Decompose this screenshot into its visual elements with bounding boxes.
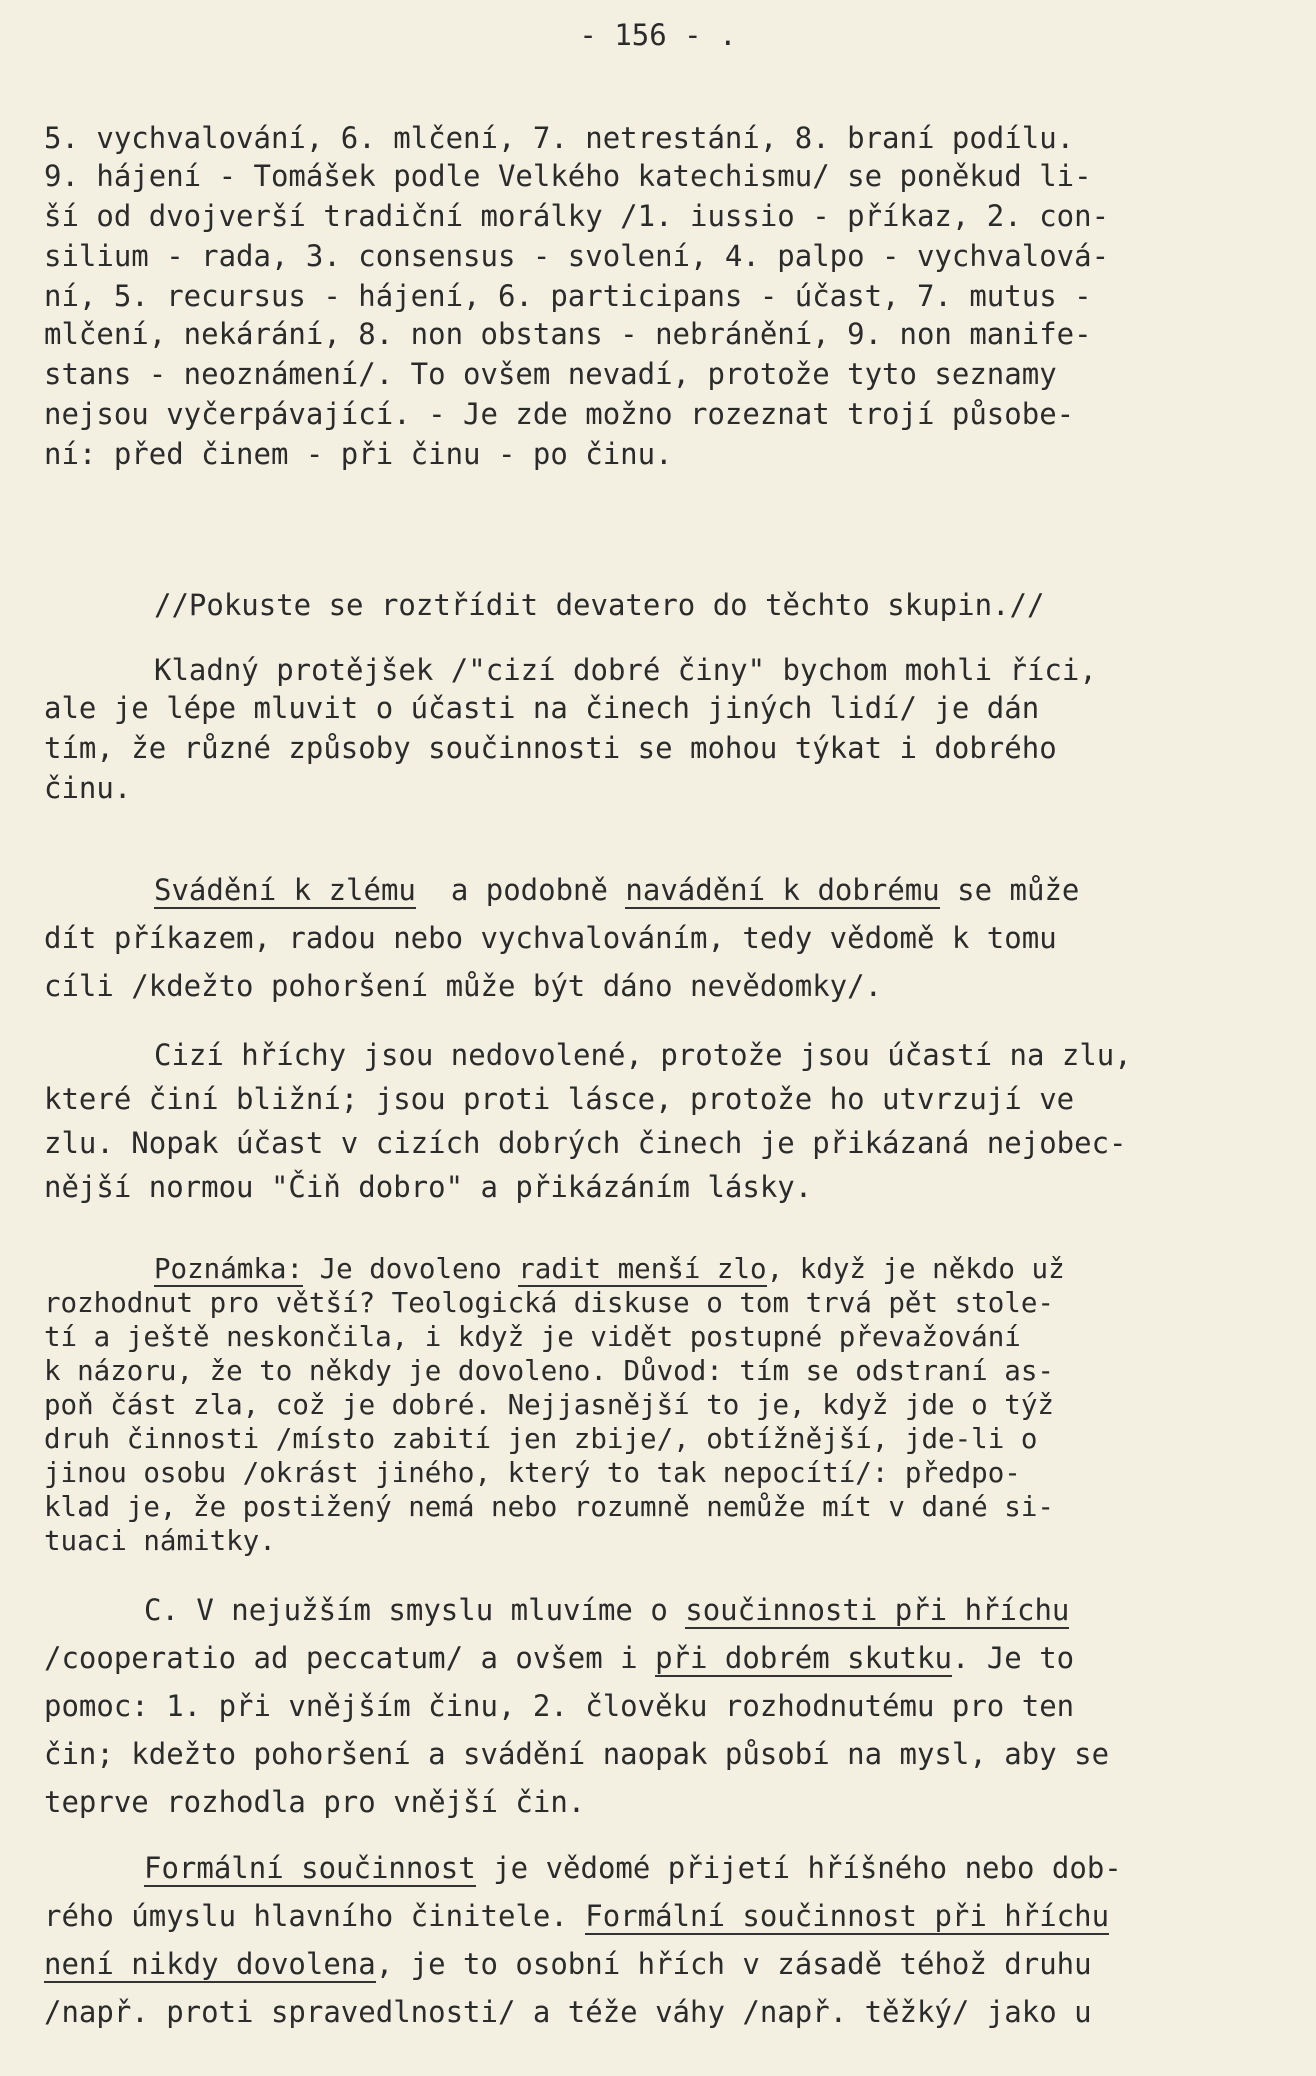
text-segment: se může [939, 873, 1080, 907]
text-line: ní: před činem - při činu - po činu. [44, 437, 673, 471]
text-line [44, 1638, 1074, 1678]
underlined-term: součinnosti při hříchu [685, 1593, 1070, 1627]
page-number: - 156 - . [579, 18, 737, 52]
underlined-term: navádění k dobrému [625, 873, 940, 907]
text-line: poň část zla, což je dobré. Nejjasnější to je, když jde o týž [44, 1389, 1054, 1421]
text-segment: je vědomé přijetí hříšného nebo dob- [475, 1851, 1122, 1885]
text-line: k názoru, že to někdy je dovoleno. Důvod: tím se odstraní as- [44, 1355, 1054, 1387]
paragraph-2-instruction [44, 585, 1284, 630]
text-line: //Pokuste se roztřídit devatero do těchto skupin.// [154, 588, 1045, 622]
text-line: ní, 5. recursus - hájení, 6. participans - účast, 7. mutus - [44, 279, 1092, 313]
text-segment: /cooperatio ad peccatum/ a ovšem i [44, 1641, 656, 1675]
text-line: stans - neoznámení/. To ovšem nevadí, protože tyto seznamy [44, 357, 1057, 391]
text-segment: a podobně [415, 873, 626, 907]
text-line: ší od dvojverší tradiční morálky /1. iussio - příkaz, 2. con- [44, 199, 1110, 233]
text-line: které činí bližní; jsou proti lásce, protože ho utvrzují ve [44, 1082, 1075, 1116]
text-line: tuaci námitky. [44, 1525, 276, 1557]
text-line: jinou osobu /okrást jiného, který to tak nepocítí/: předpo- [44, 1457, 1021, 1489]
paragraph-1 [44, 118, 1284, 528]
text-line [154, 870, 1079, 910]
text-line: tí a ještě neskončila, i když je vidět postupné převažování [44, 1321, 1021, 1353]
text-segment: Je dovoleno [303, 1253, 519, 1285]
paragraph-5 [44, 1035, 1284, 1225]
text-line: /např. proti spravedlnosti/ a téže váhy /např. těžký/ jako u [44, 1995, 1092, 2029]
text-line: dít příkazem, radou nebo vychvalováním, tedy vědomě k tomu [44, 921, 1057, 955]
underlined-term: radit menší zlo [518, 1253, 767, 1285]
text-line: ale je lépe mluvit o účasti na činech jiných lidí/ je dán [44, 691, 1040, 725]
text-line: činu. [44, 771, 132, 805]
text-line: druh činnosti /místo zabití jen zbije/, obtížnější, jde-li o [44, 1423, 1038, 1455]
paragraph-3 [44, 650, 1284, 840]
text-line: mlčení, nekárání, 8. non obstans - nebránění, 9. non manife- [44, 317, 1092, 351]
underlined-term: Formální součinnost při hříchu [585, 1899, 1110, 1933]
text-line [44, 1896, 1109, 1936]
text-line: rozhodnut pro větší? Teologická diskuse o tom trvá pět stole- [44, 1287, 1054, 1319]
text-line [154, 1252, 1065, 1286]
text-segment: , když je někdo už [766, 1253, 1065, 1285]
text-line [44, 1944, 1092, 1984]
underlined-term: Poznámka: [154, 1253, 304, 1285]
text-line: teprve rozhodla pro vnější čin. [44, 1785, 586, 1819]
text-line: 5. vychvalování, 6. mlčení, 7. netrestání, 8. braní podílu. [44, 121, 1075, 155]
text-line: tím, že různé způsoby součinnosti se mohou týkat i dobrého [44, 731, 1057, 765]
text-segment: , je to osobní hřích v zásadě téhož druhu [375, 1947, 1092, 1981]
paragraph-4 [44, 870, 1284, 1010]
text-line [144, 1590, 1069, 1630]
text-line: pomoc: 1. při vnějším činu, 2. člověku rozhodnutému pro ten [44, 1689, 1075, 1723]
text-line: klad je, že postižený nemá nebo rozumně nemůže mít v dané si- [44, 1491, 1054, 1523]
paragraph-6-note [44, 1252, 1284, 1562]
paragraph-8 [44, 1848, 1284, 2048]
text-line: cíli /kdežto pohoršení může být dáno nevědomky/. [44, 969, 883, 1003]
underlined-term: při dobrém skutku [655, 1641, 952, 1675]
paragraph-7 [44, 1590, 1284, 1830]
text-line: 9. hájení - Tomášek podle Velkého katechismu/ se poněkud li- [44, 159, 1092, 193]
text-line: nější normou "Čiň dobro" a přikázáním lásky. [44, 1170, 813, 1204]
text-line: nejsou vyčerpávající. - Je zde možno rozeznat trojí působe- [44, 397, 1075, 431]
underlined-term: není nikdy dovolena [44, 1947, 376, 1981]
text-line: Kladný protějšek /"cizí dobré činy" bychom mohli říci, [154, 653, 1097, 687]
text-line: zlu. Nopak účast v cizích dobrých činech je přikázaná nejobec- [44, 1126, 1127, 1160]
text-line: čin; kdežto pohoršení a svádění naopak působí na mysl, aby se [44, 1737, 1110, 1771]
text-segment: rého úmyslu hlavního činitele. [44, 1899, 586, 1933]
text-line: Cizí hříchy jsou nedovolené, protože jsou účastí na zlu, [154, 1038, 1132, 1072]
text-line [144, 1848, 1122, 1888]
underlined-term: Svádění k zlému [154, 873, 416, 907]
text-segment: C. V nejužším smyslu mluvíme o [144, 1593, 686, 1627]
text-segment: . Je to [951, 1641, 1075, 1675]
text-line: silium - rada, 3. consensus - svolení, 4. palpo - vychvalová- [44, 239, 1110, 273]
underlined-term: Formální součinnost [144, 1851, 476, 1885]
